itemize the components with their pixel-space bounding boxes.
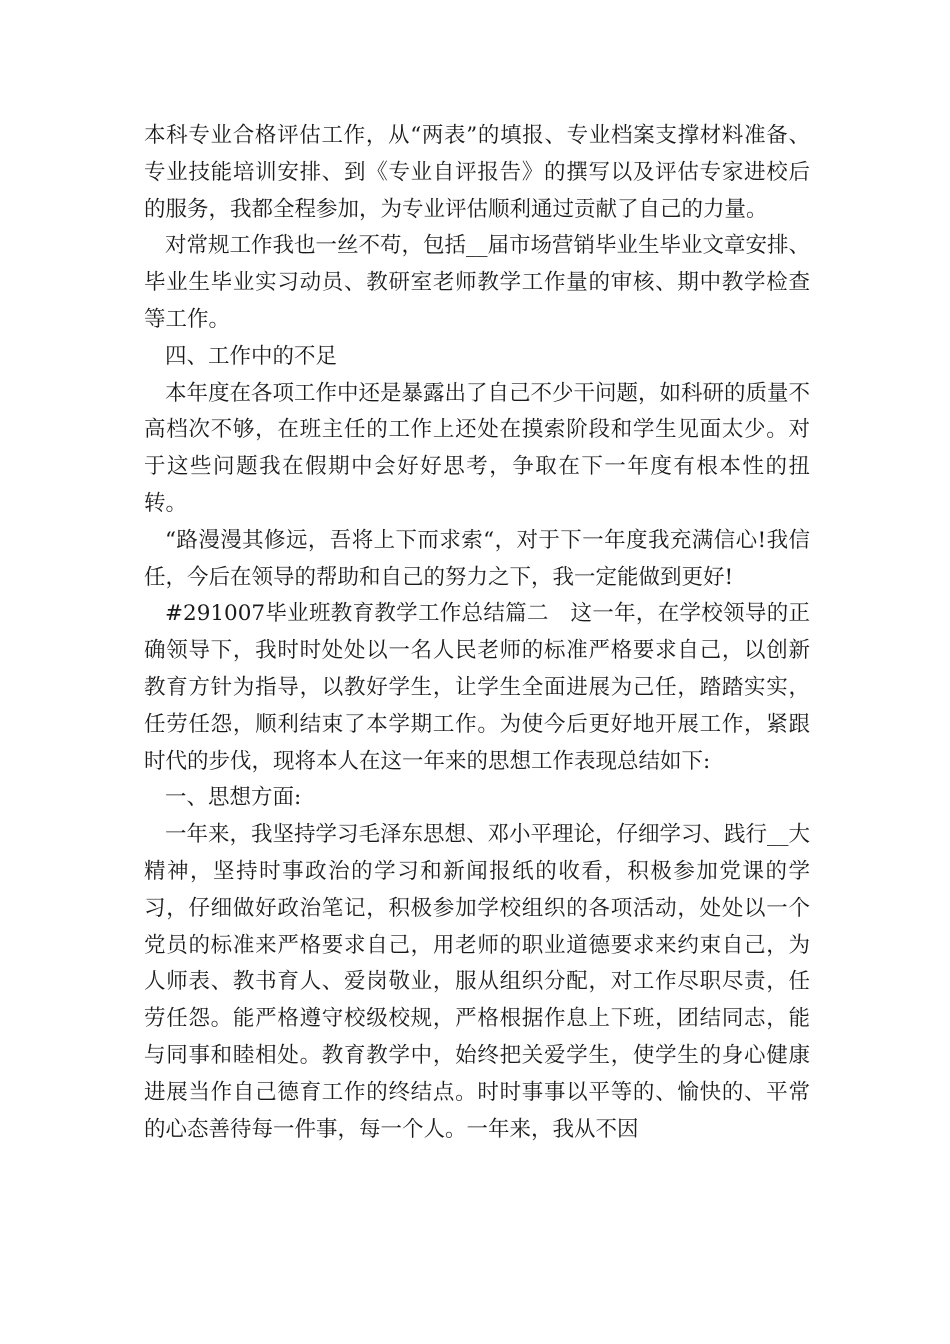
paragraph-outlook: “路漫漫其修远，吾将上下而求索“，对于下一年度我充满信心!我信任，今后在领导的帮助和自己的努力之下，我一定能做到更好! [144, 527, 810, 590]
paragraph-summary-part-two: #291007毕业班教育教学工作总结篇二 这一年，在学校领导的正确领导下，我时时处处以一名人民老师的标准严格要求自己，以创新教育方针为指导，以教好学生，让学生全面进展为己任，踏踏实实，任劳任怨，顺利结束了本学期工作。为使今后更好地开展工作，紧跟时代的步伐，现将本人在这一年来的思想工作表现总结如下: [144, 601, 810, 774]
paragraph-ideology: 一年来，我坚持学习毛泽东思想、邓小平理论，仔细学习、践行__大精神，坚持时事政治的学习和新闻报纸的收看，积极参加党课的学习，仔细做好政治笔记，积极参加学校组织的各项活动，处处以一个党员的标准来严格要求自己，用老师的职业道德要求来约束自己，为人师表、教书育人、爱岗敬业，服从组织分配，对工作尽职尽责，任劳任怨。能严格遵守校级校规，严格根据作息上下班，团结同志，能与同事和睦相处。教育教学中，始终把关爱学生，使学生的身心健康进展当作自己德育工作的终结点。时时事事以平等的、愉快的、平常的心态善待每一件事，每一个人。一年来，我从不因 [144, 822, 811, 1142]
paragraph-routine-work: 对常规工作我也一丝不苟，包括__届市场营销毕业生毕业文章安排、毕业生毕业实习动员、教研室老师教学工作量的审核、期中教学检查等工作。 [144, 233, 811, 332]
section-heading-shortcomings: 四、工作中的不足 [165, 343, 338, 369]
document-body [144, 118, 810, 1148]
section-heading-ideology: 一、思想方面: [165, 785, 302, 811]
paragraph-shortcomings: 本年度在各项工作中还是暴露出了自己不少干问题，如科研的质量不高档次不够，在班主任的工作上还处在摸索阶段和学生见面太少。对于这些问题我在假期中会好好思考，争取在下一年度有根本性的扭转。 [144, 380, 811, 516]
paragraph-evaluation-work: 本科专业合格评估工作，从“两表”的填报、专业档案支撑材料准备、专业技能培训安排、到《专业自评报告》的撰写以及评估专家进校后的服务，我都全程参加，为专业评估顺利通过贡献了自己的力量。 [144, 123, 810, 222]
